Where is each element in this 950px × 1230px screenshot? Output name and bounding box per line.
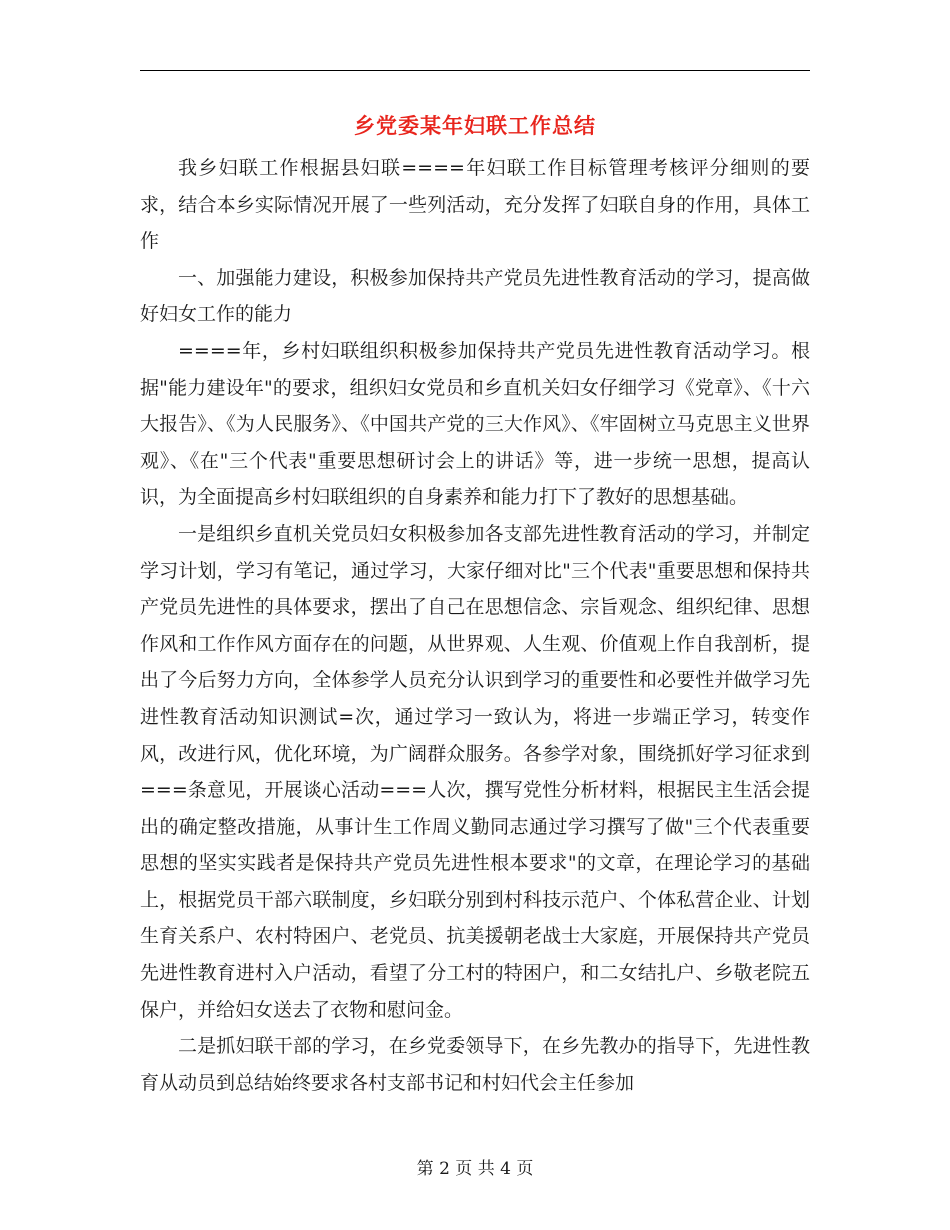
header-rule xyxy=(140,70,810,71)
document-title: 乡党委某年妇联工作总结 xyxy=(354,114,596,138)
paragraph-section-heading: 一、加强能力建设，积极参加保持共产党员先进性教育活动的学习，提高做好妇女工作的能力 xyxy=(140,266,810,326)
paragraph-point-one: 一是组织乡直机关党员妇女积极参加各支部先进性教育活动的学习，并制定学习计划，学习有笔记，通过学习，大家仔细对比"三个代表"重要思想和保持共产党员先进性的具体要求，摆出了自己在思想信念、宗旨观念、组织纪律、思想作风和工作作风方面存在的问题，从世界观、人生观、价值观上作自我剖析，提出了今后努力方向，全体参学人员充分认识到学习的重要性和必要性并做学习先进性教育活动知识测试=次，通过学习一致认为，将进一步端正学习，转变作风，改进行风，优化环境，为广阔群众服务。各参学对象，围绕抓好学习征求到===条意见，开展谈心活动===人次，撰写党性分析材料，根据民主生活会提出的确定整改措施，从事计生工作周义勤同志通过学习撰写了做"三个代表重要思想的坚实实践者是保持共产党员先进性根本要求"的文章，在理论学习的基础上，根据党员干部六联制度，乡妇联分别到村科技示范户、个体私营企业、计划生育关系户、农村特困户、老党员、抗美援朝老战士大家庭，开展保持共产党员先进性教育进村入户活动，看望了分工村的特困户，和二女结扎户、乡敬老院五保户，并给妇女送去了衣物和慰问金。 xyxy=(140,522,810,1021)
paragraph-study-activities: ====年，乡村妇联组织积极参加保持共产党员先进性教育活动学习。根据"能力建设年"的要求，组织妇女党员和乡直机关妇女仔细学习《党章》、《十六大报告》、《为人民服务》、《中国共产党的三大作风》、《牢固树立马克思主义世界观》、《在"三个代表"重要思想研讨会上的讲话》等，进一步统一思想，提高认识，为全面提高乡村妇联组织的自身素养和能力打下了教好的思想基础。 xyxy=(140,339,810,509)
paragraph-intro: 我乡妇联工作根据县妇联====年妇联工作目标管理考核评分细则的要求，结合本乡实际情况开展了一些列活动，充分发挥了妇联自身的作用，具体工作 xyxy=(140,157,810,253)
page-footer: 第 2 页 共 4 页 xyxy=(416,1159,534,1179)
document-body xyxy=(140,150,810,1101)
paragraph-point-two: 二是抓妇联干部的学习，在乡党委领导下，在乡先教办的指导下，先进性教育从动员到总结始终要求各村支部书记和村妇代会主任参加 xyxy=(140,1035,810,1094)
